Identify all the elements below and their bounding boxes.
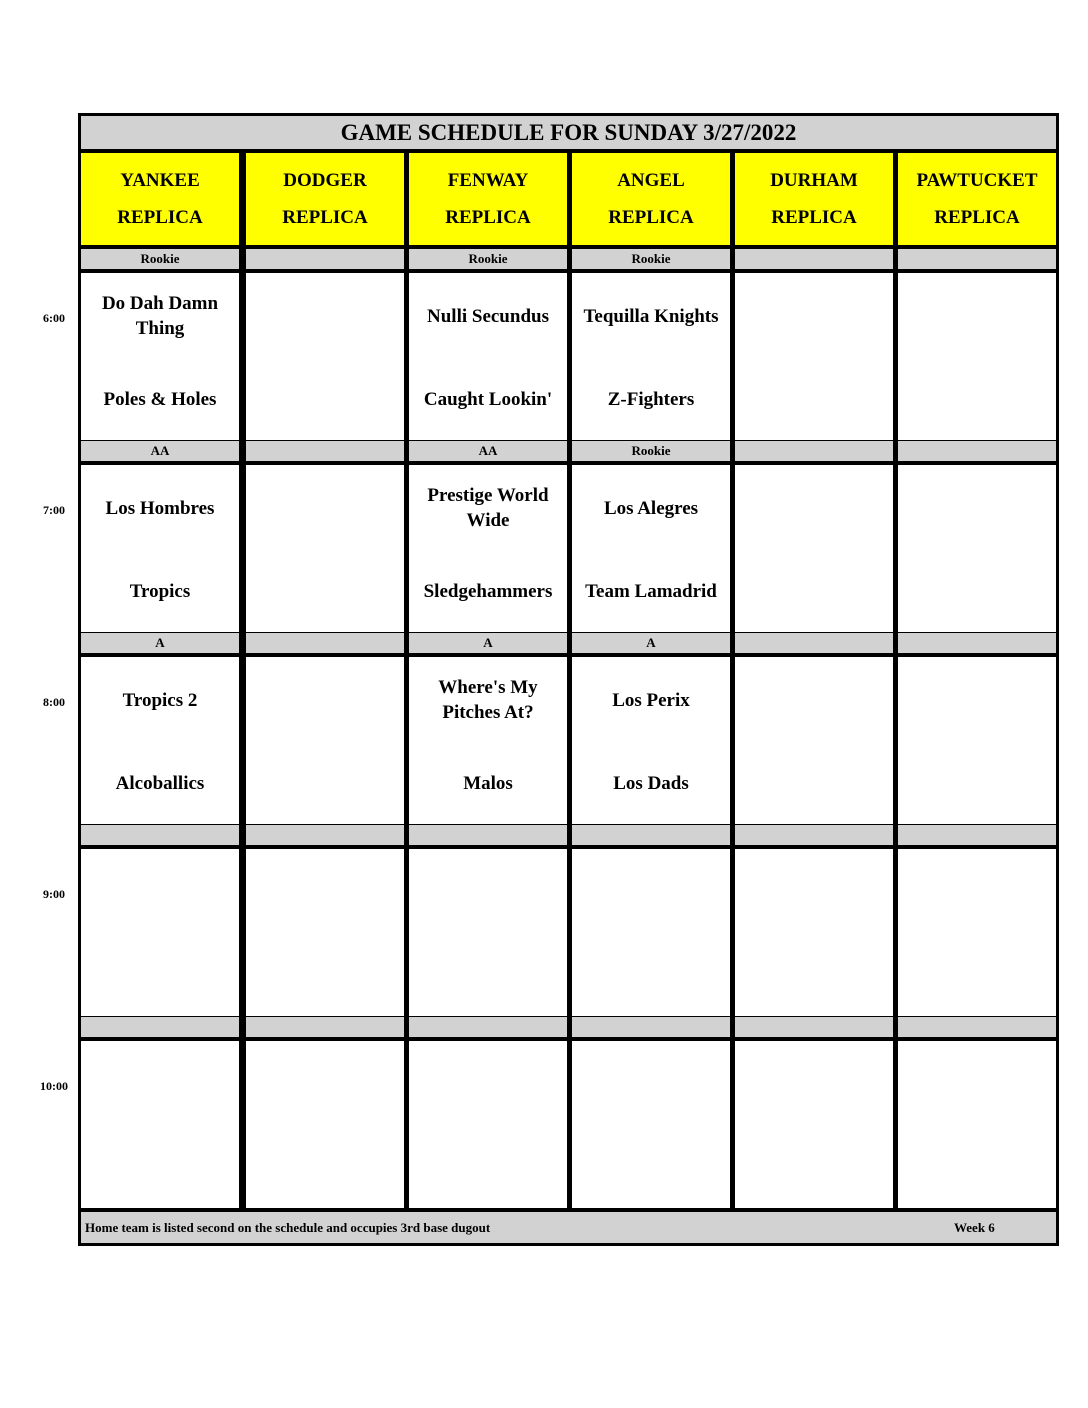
home-team — [250, 1154, 400, 1180]
game-cell — [246, 849, 404, 1016]
away-team — [250, 1059, 400, 1109]
away-team — [902, 291, 1052, 341]
division-label: AA — [81, 441, 239, 461]
away-team — [739, 675, 889, 725]
game-cell — [735, 273, 893, 440]
home-team: Tropics — [129, 580, 191, 602]
game-cell — [735, 849, 893, 1016]
division-label: A — [81, 633, 239, 653]
away-team — [902, 867, 1052, 917]
game-cell — [246, 273, 404, 440]
away-team — [85, 1059, 235, 1109]
game-cell — [898, 657, 1056, 824]
away-team — [250, 291, 400, 341]
game-cell — [735, 465, 893, 632]
game-cell — [409, 273, 567, 440]
division-label — [898, 1017, 1056, 1037]
time-label: 7:00 — [43, 503, 65, 517]
schedule-title: GAME SCHEDULE FOR SUNDAY 3/27/2022 — [81, 116, 1056, 149]
field-header-pawtucket — [898, 153, 1056, 245]
time-label: 10:00 — [40, 1079, 68, 1093]
field-subtitle: REPLICA — [934, 207, 1020, 228]
game-cell — [81, 657, 239, 824]
away-team — [739, 867, 889, 917]
division-label — [246, 249, 404, 269]
home-team — [902, 386, 1052, 412]
game-cell — [409, 657, 567, 824]
game-cell — [81, 1041, 239, 1208]
away-team: Los Alegres — [603, 497, 699, 519]
away-team: Los Hombres — [105, 497, 215, 519]
home-team — [250, 386, 400, 412]
division-label — [572, 1017, 730, 1037]
game-cell — [898, 273, 1056, 440]
home-team — [902, 770, 1052, 796]
division-label — [735, 825, 893, 845]
away-team: Nulli Secundus — [427, 305, 549, 327]
home-team: Alcoballics — [115, 772, 205, 794]
division-label: AA — [409, 441, 567, 461]
division-label — [898, 825, 1056, 845]
game-cell — [246, 1041, 404, 1208]
game-cell — [898, 849, 1056, 1016]
game-cell — [898, 465, 1056, 632]
home-team — [739, 386, 889, 412]
division-label — [246, 633, 404, 653]
away-team — [902, 483, 1052, 533]
division-label: Rookie — [409, 249, 567, 269]
division-label — [735, 441, 893, 461]
game-cell — [572, 465, 730, 632]
field-header-dodger — [246, 153, 404, 245]
game-cell — [409, 465, 567, 632]
division-label — [898, 249, 1056, 269]
game-cell — [572, 657, 730, 824]
away-team — [576, 867, 726, 917]
away-team — [250, 675, 400, 725]
away-team: Tropics 2 — [122, 689, 198, 711]
away-team: Tequilla Knights — [583, 305, 719, 327]
division-label — [246, 441, 404, 461]
home-team — [576, 962, 726, 988]
home-team — [902, 962, 1052, 988]
away-team — [85, 867, 235, 917]
field-header-angel — [572, 153, 730, 245]
field-header-durham — [735, 153, 893, 245]
away-team — [739, 1059, 889, 1109]
field-subtitle: REPLICA — [282, 207, 368, 228]
field-name: DODGER — [283, 170, 367, 191]
time-label: 6:00 — [43, 311, 65, 325]
game-cell — [735, 657, 893, 824]
home-team — [739, 578, 889, 604]
game-cell — [246, 465, 404, 632]
division-label: Rookie — [81, 249, 239, 269]
away-team — [739, 291, 889, 341]
division-label: Rookie — [572, 249, 730, 269]
away-team — [902, 1059, 1052, 1109]
division-label: A — [572, 633, 730, 653]
division-label — [735, 249, 893, 269]
field-name: DURHAM — [770, 170, 858, 191]
field-name: YANKEE — [120, 170, 200, 191]
field-name: FENWAY — [447, 170, 529, 191]
game-cell — [81, 849, 239, 1016]
field-name: ANGEL — [617, 170, 685, 191]
home-team: Poles & Holes — [103, 388, 217, 410]
away-team: Do Dah Damn Thing — [101, 293, 219, 339]
division-label — [735, 1017, 893, 1037]
game-cell — [572, 849, 730, 1016]
division-label: A — [409, 633, 567, 653]
home-team: Z-Fighters — [607, 388, 695, 410]
schedule-table — [78, 113, 1059, 1246]
game-cell — [409, 1041, 567, 1208]
field-name: PAWTUCKET — [916, 170, 1038, 191]
home-team: Sledgehammers — [423, 580, 553, 602]
home-team — [85, 1154, 235, 1180]
home-team: Los Dads — [613, 772, 689, 794]
game-cell — [81, 465, 239, 632]
division-label — [572, 825, 730, 845]
home-team: Team Lamadrid — [585, 580, 717, 602]
time-label: 9:00 — [43, 887, 65, 901]
field-subtitle: REPLICA — [117, 207, 203, 228]
away-team — [250, 867, 400, 917]
field-subtitle: REPLICA — [608, 207, 694, 228]
home-team: Caught Lookin' — [423, 388, 553, 410]
home-team — [902, 1154, 1052, 1180]
home-team — [739, 962, 889, 988]
away-team — [739, 483, 889, 533]
division-label — [246, 1017, 404, 1037]
home-team — [576, 1154, 726, 1180]
field-subtitle: REPLICA — [771, 207, 857, 228]
away-team: Where's My Pitches At? — [438, 677, 538, 723]
home-team — [250, 578, 400, 604]
away-team — [250, 483, 400, 533]
game-cell — [735, 1041, 893, 1208]
away-team — [902, 675, 1052, 725]
away-team — [576, 1059, 726, 1109]
home-team — [739, 770, 889, 796]
division-label — [409, 1017, 567, 1037]
home-team — [250, 962, 400, 988]
field-header-yankee — [81, 153, 239, 245]
home-team — [85, 962, 235, 988]
game-cell — [81, 273, 239, 440]
home-team — [413, 1154, 563, 1180]
game-cell — [246, 657, 404, 824]
game-cell — [409, 849, 567, 1016]
schedule-footer — [81, 1212, 1056, 1243]
home-team — [413, 962, 563, 988]
home-team-note: Home team is listed second on the schedule and occupies 3rd base dugout — [85, 1220, 491, 1235]
division-label — [81, 1017, 239, 1037]
away-team: Prestige World Wide — [427, 485, 549, 531]
division-label — [409, 825, 567, 845]
home-team — [739, 1154, 889, 1180]
away-team: Los Perix — [612, 689, 690, 711]
field-subtitle: REPLICA — [445, 207, 531, 228]
division-label — [898, 633, 1056, 653]
away-team — [413, 1059, 563, 1109]
home-team — [902, 578, 1052, 604]
field-header-fenway — [409, 153, 567, 245]
division-label — [735, 633, 893, 653]
away-team — [413, 867, 563, 917]
game-cell — [572, 273, 730, 440]
game-cell — [898, 1041, 1056, 1208]
home-team — [250, 770, 400, 796]
division-label — [898, 441, 1056, 461]
division-label — [81, 825, 239, 845]
division-label: Rookie — [572, 441, 730, 461]
division-label — [246, 825, 404, 845]
week-label: Week 6 — [954, 1220, 995, 1235]
game-cell — [572, 1041, 730, 1208]
home-team: Malos — [463, 772, 513, 794]
time-label: 8:00 — [43, 695, 65, 709]
